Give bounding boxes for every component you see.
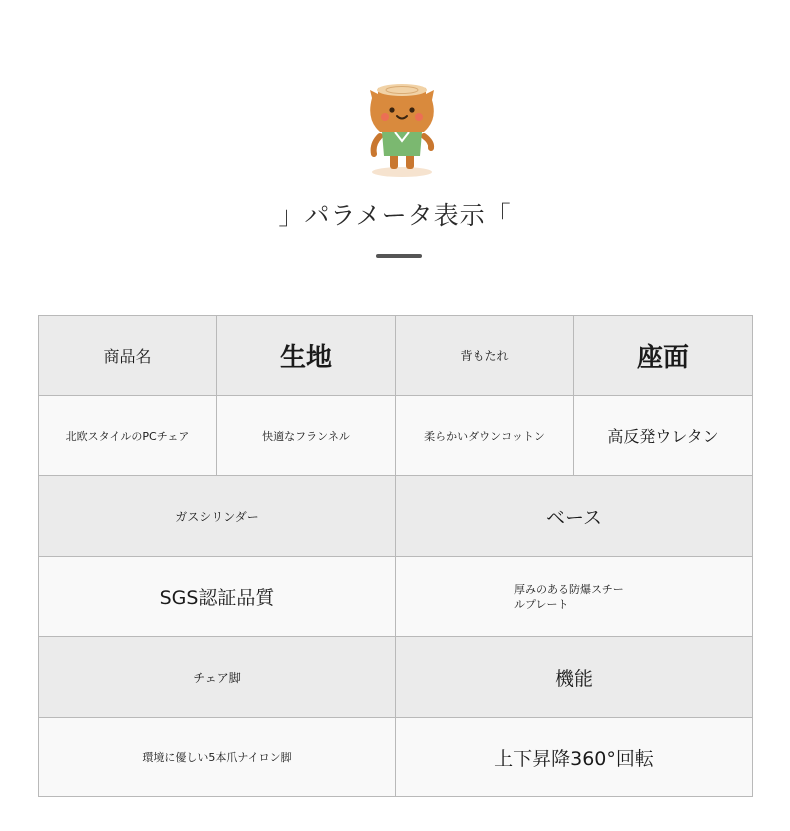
table-cell: 機能 <box>396 637 753 718</box>
table-row <box>39 476 753 557</box>
table-cell-text: 厚みのある防爆スチールプレート <box>514 582 624 611</box>
table-cell: 環境に優しい5本爪ナイロン脚 <box>39 718 396 797</box>
table-cell: SGS認証品質 <box>39 557 396 637</box>
table-cell: 座面 <box>574 316 753 396</box>
title-underline <box>376 254 422 258</box>
table-cell: 柔らかいダウンコットン <box>396 396 574 476</box>
table-cell: 快適なフランネル <box>217 396 396 476</box>
table-row <box>39 557 753 637</box>
table-cell: 背もたれ <box>396 316 574 396</box>
table-row <box>39 396 753 476</box>
table-cell <box>396 557 753 637</box>
table-cell: 上下昇降360°回転 <box>396 718 753 797</box>
table-cell: 商品名 <box>39 316 217 396</box>
table-cell: ベース <box>396 476 753 557</box>
table-row <box>39 316 753 396</box>
table-cell: 生地 <box>217 316 396 396</box>
table-cell: 高反発ウレタン <box>574 396 753 476</box>
table-cell: チェア脚 <box>39 637 396 718</box>
tree-stump-mascot-icon <box>362 78 442 182</box>
parameter-table <box>38 315 753 797</box>
table-cell: 北欧スタイルのPCチェア <box>39 396 217 476</box>
table-cell: ガスシリンダー <box>39 476 396 557</box>
table-row <box>39 718 753 797</box>
table-row <box>39 637 753 718</box>
page-title: 」パラメータ表示「 <box>278 201 512 230</box>
